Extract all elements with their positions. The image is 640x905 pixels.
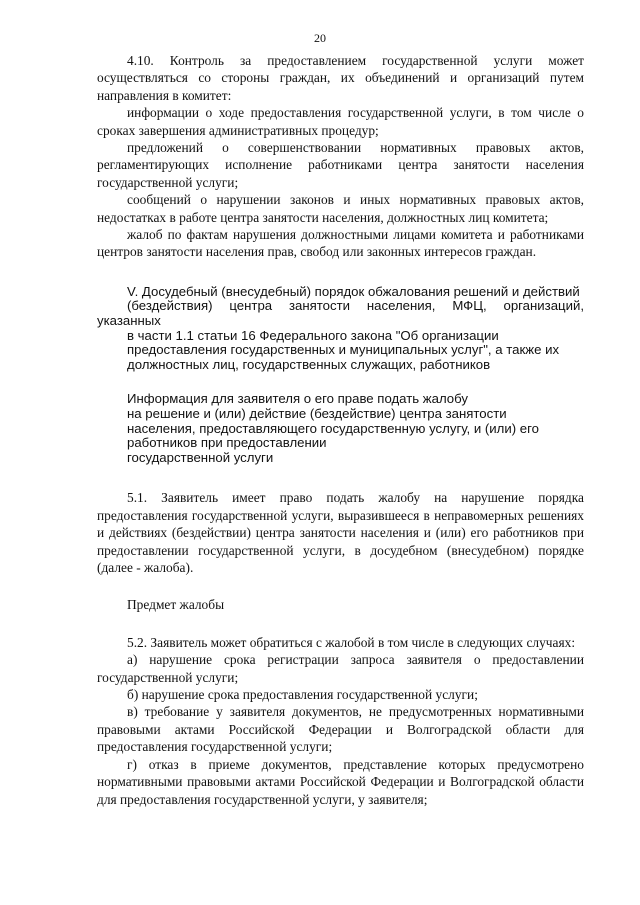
paragraph-5-2-item: в) требование у заявителя документов, не предусмотренных нормативными правовыми актами Российской Федерации и Волгоградской области для предоставления государственной услуги; [97, 704, 584, 755]
section-v-heading-line: (бездействия) центра занятости населения, МФЦ, организаций, указанных [97, 298, 584, 329]
document-body [97, 52, 584, 808]
section-v-heading-line: предоставления государственных и муниципальных услуг", а также их [127, 342, 560, 358]
paragraph-5-2-item: б) нарушение срока предоставления государственной услуги; [127, 687, 478, 703]
info-heading-line: на решение и (или) действие (бездействие) центра занятости [127, 406, 507, 422]
info-heading-line: населения, предоставляющего государственную услугу, и (или) его [127, 420, 539, 436]
section-v-heading-line: в части 1.1 статьи 16 Федерального закона "Об организации [127, 327, 499, 343]
section-v-heading-line: V. Досудебный (внесудебный) порядок обжалования решений и действий [127, 283, 580, 299]
paragraph-4-10-item: жалоб по фактам нарушения должностными лицами комитета и работниками центров занятости населения прав, свобод или законных интересов граждан. [97, 227, 584, 260]
paragraph-4-10-item: информации о ходе предоставления государственной услуги, в том числе о сроках завершения административных процедур; [97, 105, 584, 138]
info-heading [97, 392, 584, 465]
paragraph-4-10-intro: 4.10. Контроль за предоставлением государственной услуги может осуществляться со стороны граждан, их объединений и организаций путем направления в комитет: [97, 53, 584, 103]
paragraph-4-10-item: предложений о совершенствовании нормативных правовых актов, регламентирующих исполнение работниками центра занятости населения государственной услуги; [97, 140, 584, 190]
subject-heading: Предмет жалобы [127, 597, 225, 613]
section-v-heading [97, 285, 584, 373]
paragraph-5-2-item: а) нарушение срока регистрации запроса заявителя о предоставлении государственной услуги; [97, 652, 584, 685]
info-heading-line: государственной услуги [127, 449, 274, 465]
info-heading-line: работников при предоставлении [127, 435, 327, 451]
section-v-heading-line: должностных лиц, государственных служащих, работников [127, 356, 491, 372]
page-number: 20 [314, 31, 326, 45]
paragraph-5-2-intro: 5.2. Заявитель может обратиться с жалобой в том числе в следующих случаях: [127, 634, 576, 650]
info-heading-line: Информация для заявителя о его праве подать жалобу [127, 391, 468, 407]
paragraph-5-2-item: г) отказ в приеме документов, представление которых предусмотрено нормативными правовыми актами Российской Федерации и Волгоградской области для предоставления государственной услуги, у заявителя; [97, 756, 584, 807]
paragraph-5-1: 5.1. Заявитель имеет право подать жалобу на нарушение порядка предоставления государственной услуги, выразившееся в неправомерных решениях и действиях (бездействии) центра занятости населения и (или) его работников при предоставлении государственной услуги, в досудебном (внесудебном) порядке (далее - жалоба). [97, 490, 584, 576]
paragraph-4-10-item: сообщений о нарушении законов и иных нормативных правовых актов, недостатках в работе центра занятости населения, должностных лиц комитета; [97, 192, 584, 225]
